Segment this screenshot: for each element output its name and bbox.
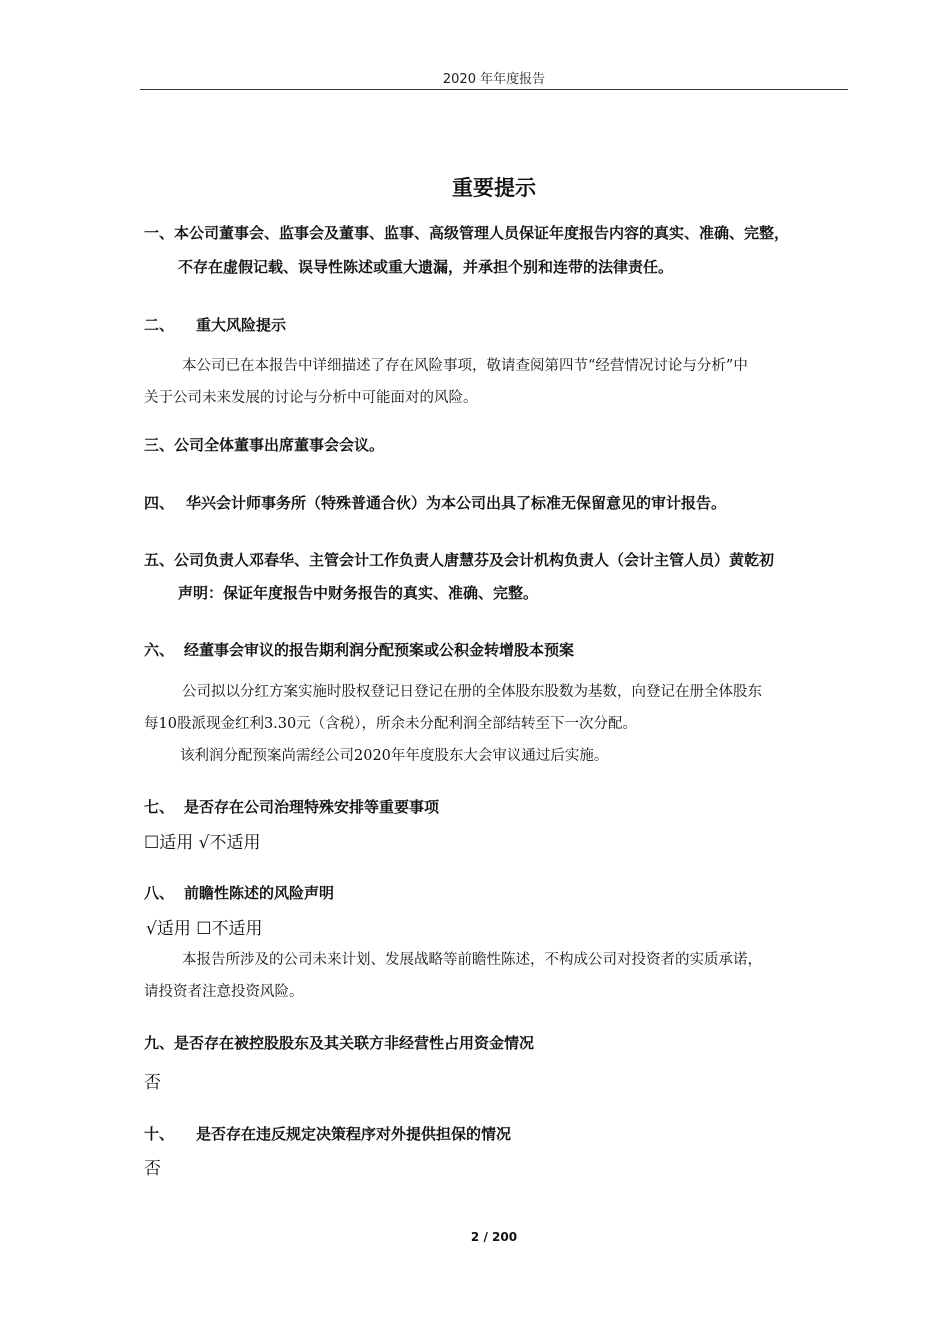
page-number: 2 / 200 [470, 1230, 518, 1244]
s4-heading-number: 四、 [144, 494, 175, 512]
s8-paragraph-line2: 请投资者注意投资风险。 [144, 984, 304, 1000]
s9-heading: 九、是否存在被控股股东及其关联方非经营性占用资金情况 [144, 1034, 535, 1052]
s2-heading: 重大风险提示 [196, 316, 287, 334]
s6-heading-number: 六、 [144, 641, 175, 659]
s10-answer: 否 [144, 1159, 161, 1179]
s8-heading: 前瞻性陈述的风险声明 [184, 884, 335, 902]
s2-paragraph-line1: 本公司已在本报告中详细描述了存在风险事项，敬请查阅第四节“经营情况讨论与分析”中 [182, 358, 748, 374]
s10-heading-number: 十、 [144, 1125, 175, 1143]
s6-paragraph1-line2: 每10股派现金红利3.30元（含税），所余未分配利润全部结转至下一次分配。 [144, 716, 637, 732]
s10-heading: 是否存在违反规定决策程序对外提供担保的情况 [196, 1125, 512, 1143]
s4-heading: 华兴会计师事务所（特殊普通合伙）为本公司出具了标准无保留意见的审计报告。 [186, 494, 727, 512]
s7-applicability-options: ☐适用 √不适用 [144, 833, 261, 853]
running-header: 2020 年年度报告 [442, 72, 546, 87]
page-title: 重要提示 [452, 176, 536, 200]
s1-line2: 不存在虚假记载、误导性陈述或重大遗漏，并承担个别和连带的法律责任。 [178, 258, 674, 276]
s2-heading-number: 二、 [144, 316, 175, 334]
s8-paragraph-line1: 本报告所涉及的公司未来计划、发展战略等前瞻性陈述，不构成公司对投资者的实质承诺， [182, 952, 762, 968]
s7-heading-number: 七、 [144, 798, 175, 816]
s6-paragraph2: 该利润分配预案尚需经公司2020年年度股东大会审议通过后实施。 [180, 748, 609, 764]
s8-heading-number: 八、 [144, 884, 175, 902]
s5-line1: 五、公司负责人邓春华、主管会计工作负责人唐慧芬及会计机构负责人（会计主管人员）黄乾初 [144, 551, 775, 569]
s7-heading: 是否存在公司治理特殊安排等重要事项 [184, 798, 440, 816]
s6-heading: 经董事会审议的报告期利润分配预案或公积金转增股本预案 [184, 641, 575, 659]
s5-line2: 声明：保证年度报告中财务报告的真实、准确、完整。 [178, 584, 539, 602]
s8-applicability-options: √适用 ☐不适用 [146, 919, 263, 939]
s6-paragraph1-line1: 公司拟以分红方案实施时股权登记日登记在册的全体股东股数为基数，向登记在册全体股东 [182, 684, 762, 700]
s9-answer: 否 [144, 1073, 161, 1093]
s2-paragraph-line2: 关于公司未来发展的讨论与分析中可能面对的风险。 [144, 390, 478, 406]
s1-line1: 一、本公司董事会、监事会及董事、监事、高级管理人员保证年度报告内容的真实、准确、完整， [144, 224, 790, 242]
s3-heading: 三、公司全体董事出席董事会会议。 [144, 436, 385, 454]
header-divider [140, 89, 848, 90]
